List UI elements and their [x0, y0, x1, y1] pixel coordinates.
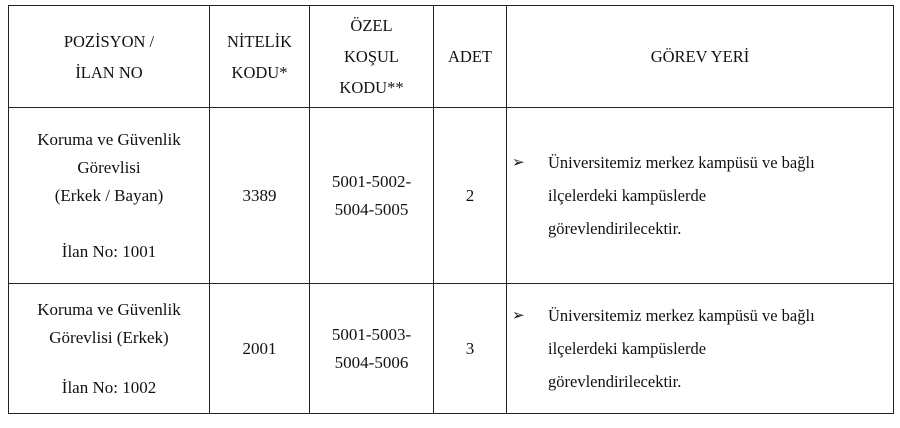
special-code-cell [310, 284, 434, 414]
special-code-line: 5001-5003- [331, 324, 412, 344]
duty-location-line: Üniversitemiz merkez kampüsü ve bağlı [548, 153, 815, 172]
special-code-line: 5004-5006 [334, 352, 409, 372]
header-special-line: KOŞUL [343, 47, 399, 66]
duty-location-line: ilçelerdeki kampüslerde [548, 339, 707, 358]
positions-table-wrapper [8, 5, 894, 414]
duty-location-line: ilçelerdeki kampüslerde [548, 186, 707, 205]
qualification-code-cell: 2001 [210, 284, 310, 414]
header-qualification-code [210, 6, 310, 108]
ilan-number: İlan No: 1002 [61, 377, 157, 397]
header-position-line: POZİSYON / [63, 31, 155, 51]
header-location-line: GÖREV YERİ [650, 47, 750, 66]
header-special-condition-code [310, 6, 434, 108]
duty-location-line: Üniversitemiz merkez kampüsü ve bağlı [548, 306, 815, 325]
header-qualification-line: NİTELİK [226, 31, 293, 51]
table-row [9, 108, 894, 284]
header-qualification-line: KODU* [231, 62, 288, 82]
positions-table [8, 5, 894, 414]
table-row [9, 284, 894, 414]
header-row [9, 6, 894, 108]
ilan-number: İlan No: 1001 [61, 241, 157, 261]
header-position-line: İLAN NO [75, 62, 143, 82]
duty-location-line: görevlendirilecektir. [548, 219, 682, 238]
position-line: Görevlisi [77, 157, 141, 177]
arrow-bullet-icon: ➢ [512, 153, 525, 171]
special-code-line: 5004-5005 [334, 199, 409, 219]
special-code-line: 5001-5002- [331, 171, 412, 191]
count-cell: 3 [434, 284, 507, 414]
duty-location-line: görevlendirilecektir. [548, 372, 682, 391]
position-line: Koruma ve Güvenlik [37, 299, 181, 319]
position-line: (Erkek / Bayan) [54, 185, 164, 205]
position-cell [9, 108, 210, 284]
count-cell: 2 [434, 108, 507, 284]
duty-location-cell [507, 108, 894, 284]
position-line: Koruma ve Güvenlik [37, 129, 181, 149]
header-special-line: KODU** [339, 78, 404, 97]
header-special-line: ÖZEL [350, 16, 393, 35]
arrow-bullet-icon: ➢ [512, 306, 525, 324]
header-count [434, 6, 507, 108]
qualification-code-cell: 3389 [210, 108, 310, 284]
position-line: Görevlisi (Erkek) [49, 327, 169, 347]
special-code-cell [310, 108, 434, 284]
header-count-line: ADET [448, 47, 492, 66]
header-position [9, 6, 210, 108]
header-duty-location [507, 6, 894, 108]
duty-location-cell [507, 284, 894, 414]
position-cell [9, 284, 210, 414]
